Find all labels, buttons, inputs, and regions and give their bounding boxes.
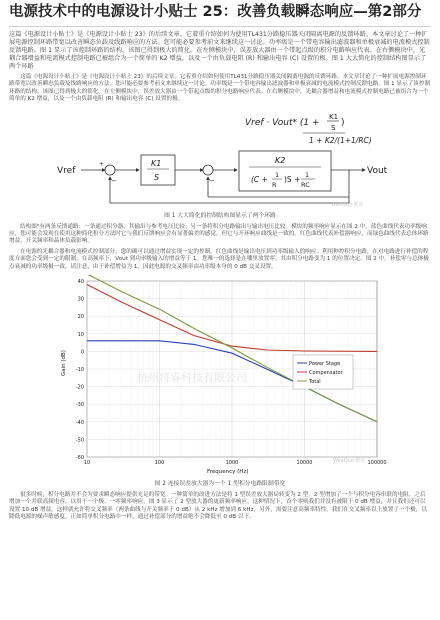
x-tick-label: 1000 (225, 460, 239, 467)
y-axis-label: Gain (dB) (61, 350, 67, 377)
figure-2-caption: 图 2 连接误差放大器为一个 1 型积分电路限制带宽 (154, 481, 286, 488)
svg-text:Vref · Vout* (1 +: Vref · Vout* (1 + (245, 117, 320, 128)
y-tick-label: 40 (77, 279, 84, 286)
title-divider (9, 26, 431, 27)
body-paragraph-3: 很多时候，积分电路并不会为要求瞬态响应提供充足的带宽。一种简单的改进方法是将 1 型误差放大器局转变为 2 型。2 型增加了一个与积分电容串联的电阻，之后增加一个并联高频电容，以用于一个极、一零频率响应。图 3 显示了 2 型放大器的更新频率响应。这种情况下，首个零则我们并没有被限于 0 dB 增益，并且我们还可以设置 10 dB 增益。这样就允许将交叉频率（两条曲线与开关频率于 0 dB）从 2 kHz 增加到 6 kHz，另外，需要注意高频率特性。我们在交叉频率以上放置了一个极，以降低电源的噪声敏感度。正如简单积分电路中一样，通过补偿部分的增益绝不会降低至 0 dB 以下。 (9, 492, 427, 521)
repeat-paragraph: 这篇《电源设计小贴士》是《电源设计小贴士 23》的后续文章。它着重介绍如何使用TL431分路稳压器关闭隔离电源的反馈环路。本文章讨论了一种扩展电源控制环路带宽以改善瞬态负载及线路响应的方法。您可能必要参考前文来继续这一讨论。功率级是一个带电容输出滤波器和单极衰减的电流模式控制反馈电路。图 1 显示了该控制环路的结构，该图已得到极大的简化。在左侧模块中，误差放大器由一个带起点级的积分电路响应代表。在右侧模块中，光耦合器增益和电流模式控制电路已被组合为一个简单的 K2 增益，以及一个由负载电阻 (R) 和输出电容 (C) 设置的极。 (9, 74, 431, 103)
vout-label: Vout (367, 165, 388, 176)
svg-text:R: R (272, 180, 277, 189)
legend-total: Total (309, 379, 321, 386)
legend-compensator: Compensator (309, 370, 343, 377)
y-tick-label: -10 (75, 367, 84, 374)
svg-text:1: 1 (275, 170, 280, 179)
chart-legend (293, 355, 353, 389)
x-tick-label: 100 (154, 460, 165, 467)
y-tick-label: -50 (75, 437, 84, 444)
page-title: 电源技术中的电源设计小贴士 25：改善负载瞬态响应—第2部分 (9, 4, 422, 20)
summing-junction-2 (203, 165, 213, 175)
sum1-plus: + (99, 160, 105, 168)
chart-watermark: 杭州将睿科技有限公司 (137, 371, 247, 385)
svg-text:1 + K2/(1+1/RC): 1 + K2/(1+1/RC) (309, 135, 372, 145)
summing-junction-1 (105, 165, 115, 175)
intro-paragraph: 这篇《电源设计小贴士》是《电源设计小贴士 23》的后续文章。它着重介绍如何为使用TL431分路稳压器关闭隔离电源的反馈环路。本文章讨论了一种扩展电源控制环路带宽以改善瞬态负载及线路响应的方法。您可能必要参考前文来继续这一讨论。功率级是一个带电容输出滤波器和单极衰减的电流模式控制反馈电路。图 1 显示了该控制环路的结构，该图已得到极大的简化。在左侧模块中，误差放大器由一个带起点级的积分电路响应代表。在右侧模块中，光耦合器增益和电流模式控制电路已被组合为一个简单的 K2 增益，以及一个由负载电阻 (R) 和输出电容 (C) 设置的极。图 1 大大简化的控制结构图显示了两个环路 (9, 31, 430, 70)
body-paragraph-1: 结构图"有两条反馈通路：一条通过积分器，其输出与参考电压比较；另一条将积分电路输出与输出电压比较。模块的频率响应显示在图 2 中。蓝色曲线代表功率级响应，您可能会发现在使用这种简化积分方法时它与我们反馈响应会有显著偏差的感觉，但它与开环响应曲线是一致的。红色曲线代表补偿器响应，而绿色曲线代表总体环路增益，开关频率和晶体负载影响。 (9, 223, 429, 245)
sum1-minus: − (111, 176, 117, 185)
y-tick-label: 20 (77, 314, 84, 321)
y-tick-label: 0 (80, 349, 84, 356)
svg-text:S: S (331, 123, 336, 132)
svg-text:1: 1 (305, 170, 310, 179)
body-paragraph-2: 在电源的光耦合器和电流模式控制部分，您的确可以通过增益实现一定的控制。红色曲线是输出电压到功率级输入的响应。利用种控积分电路，在对电路进行补偿的程度方面您会受到一定的限制。在高频率下，Vout 到功率级输入的增益等于 1。您唯一的选择是在哪里放置零。其由积分电路变为 1 的位置决定。图 2 中，补偿零与总体极点衰减的功率级极一致。请注意，由于补偿增益为 1，因此电源的交叉频率由功率级本身的 0 dB 交叉设置。 (9, 248, 429, 270)
svg-text:(C +: (C + (251, 174, 268, 184)
s-label: S (154, 172, 160, 182)
figure-1-caption: 图 1 大大简化的控制结构图显示了两个环路 (164, 212, 276, 219)
sum2-minus: − (209, 176, 215, 185)
svg-text:K1: K1 (329, 112, 339, 121)
k1-label: K1 (151, 158, 162, 168)
x-axis-label: Frequency (Hz) (207, 469, 249, 476)
svg-text:): ) (341, 117, 345, 128)
y-tick-label: -60 (75, 455, 84, 462)
y-tick-label: -40 (75, 419, 84, 426)
x-tick-label: 100000 (367, 460, 387, 467)
block-diagram-svg (53, 107, 389, 207)
svg-text:)S +: )S + (284, 174, 301, 184)
y-tick-label: -30 (75, 402, 84, 409)
y-tick-label: 30 (77, 296, 84, 303)
svg-text:RC: RC (301, 180, 310, 189)
transfer-equation (245, 113, 372, 145)
y-tick-label: 10 (77, 331, 84, 338)
y-tick-label: -20 (75, 384, 84, 391)
legend-power-stage: Power Stage (309, 361, 341, 368)
figure-2-gain-chart (57, 275, 387, 475)
figure-2-brand-tag: WeeQoo·维库 (333, 458, 366, 465)
x-tick-label: 10 (83, 460, 91, 467)
vref-label: Vref (57, 165, 76, 176)
figure-1-brand-tag: WeeQoo·维库 (331, 201, 364, 207)
figure-1-block-diagram (53, 107, 389, 207)
k2-label: K2 (275, 155, 286, 165)
x-tick-label: 10000 (296, 460, 313, 467)
gain-chart-svg (57, 275, 387, 475)
